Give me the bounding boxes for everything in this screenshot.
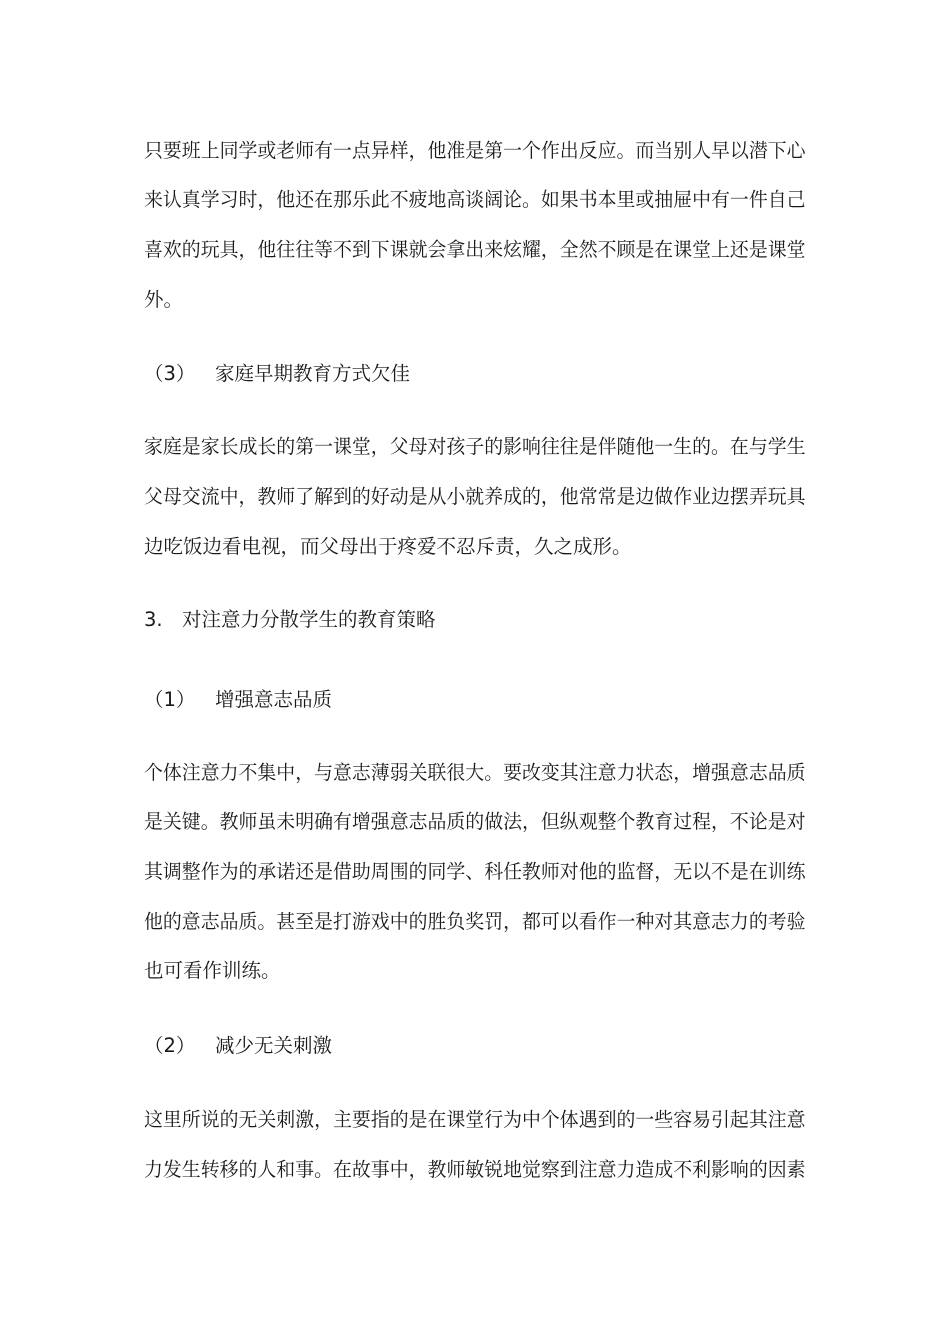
text-line: 外。 (144, 288, 184, 311)
text-line: 边吃饭边看电视，而父母出于疼爱不忍斥责，久之成形。 (144, 535, 632, 558)
text-line: 家庭是家长成长的第一课堂，父母对孩子的影响往往是伴随他一生的。在与学生 (144, 435, 806, 458)
text-line: 他的意志品质。甚至是打游戏中的胜负奖罚，都可以看作一种对其意志力的考验 (144, 910, 806, 933)
section-title: 对注意力分散学生的教育策略 (182, 608, 436, 631)
subheading-number: （1） (144, 688, 196, 711)
text-line: 这里所说的无关刺激，主要指的是在课堂行为中个体遇到的一些容易引起其注意 (144, 1108, 806, 1131)
subheading-title: 减少无关刺激 (215, 1034, 333, 1057)
section-number: 3. (144, 608, 163, 631)
text-line: 来认真学习时，他还在那乐此不疲地高谈阔论。如果书本里或抽屉中有一件自己 (144, 188, 806, 211)
subheading-number: （3） (144, 362, 196, 385)
text-line: 其调整作为的承诺还是借助周围的同学、科任教师对他的监督，无以不是在训练 (144, 860, 806, 883)
subheading-number: （2） (144, 1034, 196, 1057)
text-line: 个体注意力不集中，与意志薄弱关联很大。要改变其注意力状态，增强意志品质 (144, 761, 806, 784)
text-line: 也可看作训练。 (144, 959, 281, 982)
text-line: 父母交流中，教师了解到的好动是从小就养成的，他常常是边做作业边摆弄玩具 (144, 485, 806, 508)
text-line: 只要班上同学或老师有一点异样，他准是第一个作出反应。而当别人早以潜下心 (144, 139, 806, 162)
subheading-title: 增强意志品质 (215, 688, 333, 711)
text-line: 是关键。教师虽未明确有增强意志品质的做法，但纵观整个教育过程，不论是对 (144, 810, 806, 833)
text-line: 喜欢的玩具，他往往等不到下课就会拿出来炫耀，全然不顾是在课堂上还是课堂 (144, 238, 806, 261)
text-line: 力发生转移的人和事。在故事中，教师敏锐地觉察到注意力造成不利影响的因素 (144, 1158, 806, 1181)
subheading-title: 家庭早期教育方式欠佳 (215, 362, 411, 385)
